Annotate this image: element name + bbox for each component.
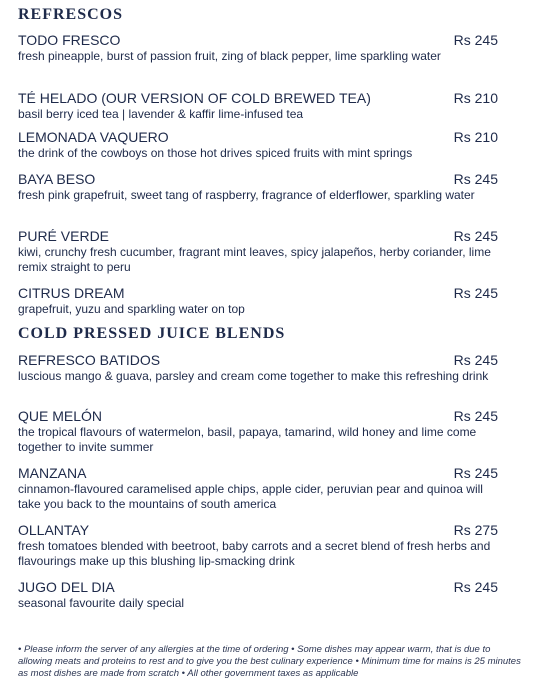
item-name: CITRUS DREAM: [18, 285, 125, 301]
item-price: Rs 245: [453, 32, 498, 48]
item-description: fresh pineapple, burst of passion fruit, zing of black pepper, lime sparkling water: [18, 49, 441, 63]
item-price: Rs 275: [453, 522, 498, 538]
item-price: Rs 245: [453, 579, 498, 595]
menu-item-refresco-batidos: [18, 352, 498, 384]
item-name: OLLANTAY: [18, 522, 90, 538]
item-name: BAYA BESO: [18, 171, 96, 187]
item-description: grapefruit, yuzu and sparkling water on top: [18, 302, 245, 316]
item-name: TÉ HELADO (OUR VERSION OF COLD BREWED TEA): [18, 90, 371, 106]
item-price: Rs 245: [453, 285, 498, 301]
section-title-refrescos: REFRESCOS: [18, 6, 124, 23]
item-name: REFRESCO BATIDOS: [18, 352, 161, 368]
menu-item-jugo-del-dia: [18, 579, 498, 611]
item-price: Rs 210: [453, 90, 498, 106]
menu-item-ollantay: [18, 522, 498, 569]
item-price: Rs 245: [453, 228, 498, 244]
item-description: seasonal favourite daily special: [18, 596, 185, 610]
menu-item-te-helado: [18, 90, 498, 122]
item-price: Rs 245: [453, 465, 498, 481]
menu-item-citrus-dream: [18, 285, 498, 317]
menu-item-todo-fresco: [18, 32, 498, 64]
item-description: kiwi, crunchy fresh cucumber, fragrant mint leaves, spicy jalapeños, herby coriander, lime remix straight to peru: [18, 245, 491, 274]
item-price: Rs 210: [453, 129, 498, 145]
item-description: luscious mango & guava, parsley and cream come together to make this refreshing drink: [18, 369, 489, 383]
item-price: Rs 245: [453, 171, 498, 187]
item-description: fresh tomatoes blended with beetroot, baby carrots and a secret blend of fresh herbs and flavourings make up this blushing lip-smacking drink: [18, 539, 491, 568]
menu-item-baya-beso: [18, 171, 498, 203]
item-name: TODO FRESCO: [18, 32, 121, 48]
menu-item-que-melon: [18, 408, 498, 455]
item-name: PURÉ VERDE: [18, 228, 110, 244]
menu-item-pure-verde: [18, 228, 498, 275]
item-name: LEMONADA VAQUERO: [18, 129, 169, 145]
item-description: the drink of the cowboys on those hot drives spiced fruits with mint springs: [18, 146, 413, 160]
item-name: QUE MELÓN: [18, 408, 103, 424]
item-description: basil berry iced tea | lavender & kaffir lime-infused tea: [18, 107, 304, 121]
menu-item-lemonada-vaquero: [18, 129, 498, 161]
item-description: cinnamon-flavoured caramelised apple chips, apple cider, peruvian pear and quinoa will take you back to the mountains of south america: [18, 482, 483, 511]
item-description: fresh pink grapefruit, sweet tang of raspberry, fragrance of elderflower, sparkling water: [18, 188, 475, 202]
item-name: MANZANA: [18, 465, 87, 481]
footer-disclaimer: • Please inform the server of any allergies at the time of ordering • Some dishes may appear warm, that is due to allowing meats and proteins to rest and to give you the best culinary experience • Minimum time for mains is 25 minutes as most dishes are made from scratch • All other government taxes as applicable: [18, 644, 521, 679]
item-price: Rs 245: [453, 352, 498, 368]
menu-item-manzana: [18, 465, 498, 512]
item-name: JUGO DEL DIA: [18, 579, 115, 595]
item-description: the tropical flavours of watermelon, basil, papaya, tamarind, wild honey and lime come together to invite summer: [18, 425, 477, 454]
section-title-cold-pressed-juice-blends: COLD PRESSED JUICE BLENDS: [18, 325, 286, 342]
item-price: Rs 245: [453, 408, 498, 424]
